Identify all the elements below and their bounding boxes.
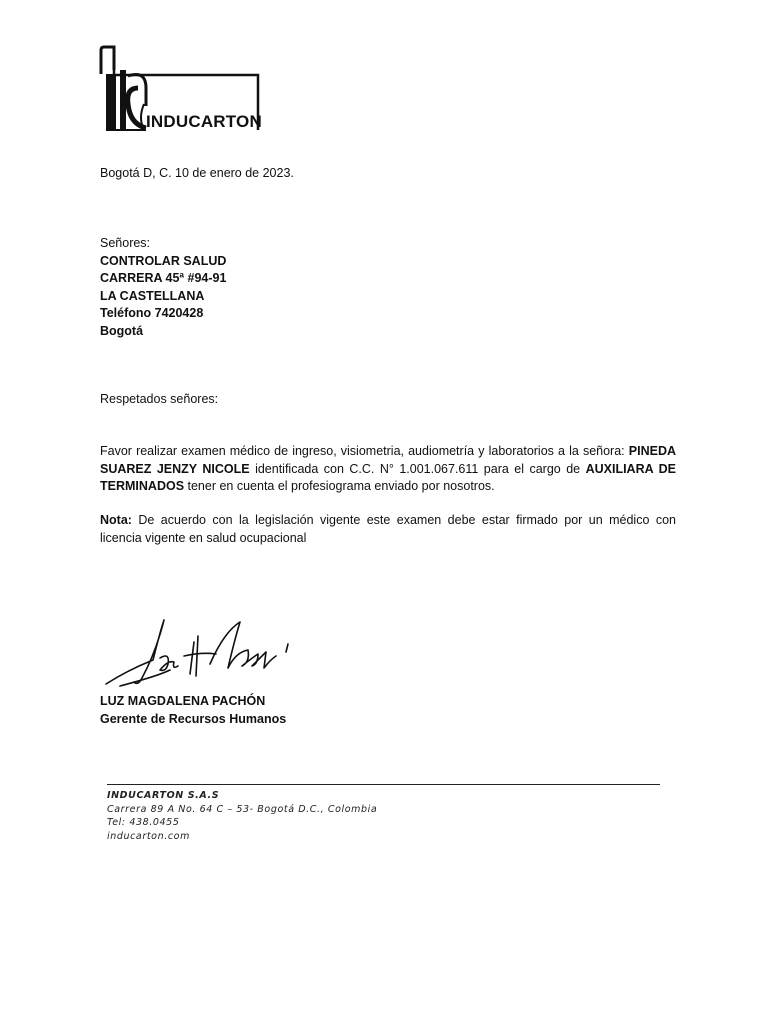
date-line: Bogotá D, C. 10 de enero de 2023. [100,166,294,180]
note-label: Nota: [100,513,132,527]
job-title: AUXILIARA DE TERMINADOS [100,461,676,493]
footer [107,789,377,843]
signer-block [100,693,286,728]
body-paragraph-request [100,443,676,496]
footer-address: Carrera 89 A No. 64 C – 53- Bogotá D.C., Colombia [107,803,378,815]
greeting: Respetados señores: [100,392,219,406]
signer-title: Gerente de Recursos Humanos [100,711,287,726]
body-text: Favor realizar examen médico de ingreso, visiometria, audiometría y laboratorios a la señora: [100,444,629,458]
recipient-city: Bogotá [100,323,144,338]
salutation: Señores: [100,236,151,250]
recipient-district: LA CASTELLANA [100,288,205,303]
body-paragraph-note [100,512,676,547]
signer-name: LUZ MAGDALENA PACHÓN [100,694,266,708]
footer-website: inducarton.com [107,830,190,842]
body-text: identificada con C.C. N° 1.001.067.611 para el cargo de [249,461,586,476]
recipient-phone: Teléfono 7420428 [100,306,204,320]
employee-name: PINEDA SUAREZ JENZY NICOLE [100,444,676,476]
recipient-address: CARRERA 45ª #94-91 [100,271,227,285]
recipient-block [100,235,226,340]
footer-company: INDUCARTON S.A.S [107,790,220,801]
recipient-company: CONTROLAR SALUD [100,253,227,268]
note-text: De acuerdo con la legislación vigente este examen debe estar firmado por un médico con licencia vigente en salud ocupacional [100,513,676,545]
footer-divider [107,784,660,785]
body-text: tener en cuenta el profesiograma enviado por nosotros. [184,479,495,493]
handwritten-signature [98,612,303,697]
footer-phone: Tel: 438.0455 [107,817,180,829]
brand-wordmark: INDUCARTON [146,112,262,131]
